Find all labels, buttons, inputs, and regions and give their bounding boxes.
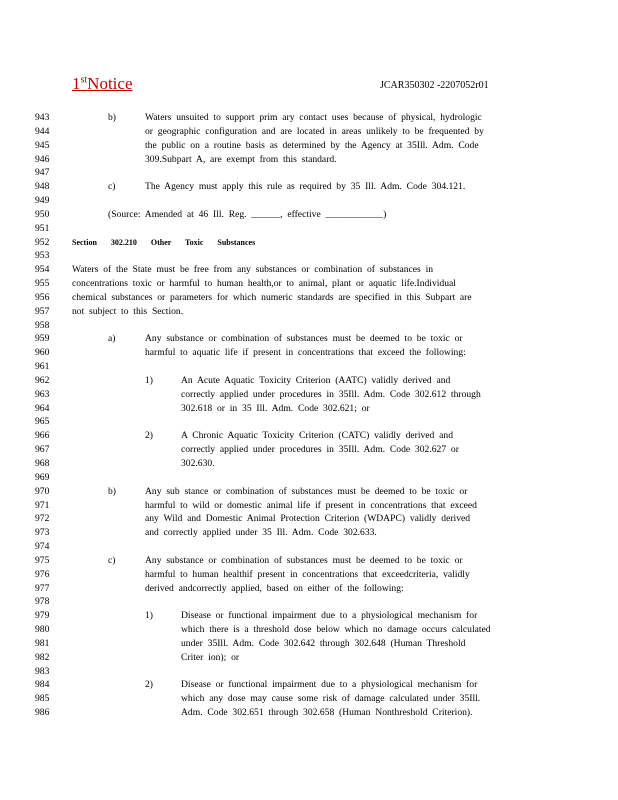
line-number: 957	[35, 305, 50, 317]
text-line: which any dose may cause some risk of damage calculated under 35Ill.	[181, 693, 481, 705]
line-number: 952	[35, 236, 50, 248]
text-line: Criter ion); or	[181, 651, 240, 663]
text-line: any Wild and Domestic Animal Protection Criterion (WDAPC) validly derived	[145, 513, 471, 525]
line-number: 964	[35, 402, 50, 414]
text-line: A Chronic Aquatic Toxicity Criterion (CATC) validly derived and	[181, 430, 454, 442]
text-line: correctly applied under procedures in 35Ill. Adm. Code 302.627 or	[181, 444, 459, 456]
line-number: 983	[35, 665, 50, 677]
line-number: 971	[35, 499, 50, 511]
line-number: 962	[35, 374, 50, 386]
line-number: 966	[35, 430, 50, 442]
text-line: 309.Subpart A, are exempt from this standard.	[145, 153, 337, 165]
text-line: 2)	[145, 430, 153, 442]
text-line: the public on a routine basis as determined by the Agency at 35Ill. Adm. Code	[145, 139, 479, 151]
line-number: 947	[35, 167, 50, 179]
line-number: 955	[35, 278, 50, 290]
line-number: 956	[35, 291, 50, 303]
text-line: Any substance or combination of substances must be deemed to be toxic or	[145, 333, 463, 345]
line-number: 977	[35, 582, 50, 594]
line-number: 960	[35, 347, 50, 359]
line-number: 951	[35, 222, 50, 234]
text-line: b)	[108, 485, 116, 497]
line-number: 978	[35, 596, 50, 608]
line-number: 958	[35, 319, 50, 331]
text-line: Disease or functional impairment due to a physiological mechanism for	[181, 610, 478, 622]
text-line: Waters unsuited to support prim ary contact uses because of physical, hydrologic	[145, 112, 482, 123]
line-number: 969	[35, 471, 50, 483]
line-number: 985	[35, 693, 50, 705]
text-line: correctly applied under procedures in 35Ill. Adm. Code 302.612 through	[181, 388, 481, 400]
line-number: 976	[35, 568, 50, 580]
line-number: 946	[35, 153, 50, 165]
text-line: 1)	[145, 610, 153, 622]
text-line: and correctly applied under 35 Ill. Adm. Code 302.633.	[145, 527, 377, 539]
line-number: 944	[35, 125, 50, 137]
line-number: 970	[35, 485, 50, 497]
text-line: harmful to human healthif present in concentrations that exceedcriteria, validly	[145, 568, 470, 580]
line-number: 975	[35, 554, 50, 566]
line-number: 943	[35, 112, 50, 123]
text-line: not subject to this Section.	[72, 305, 184, 317]
text-line: under 35Ill. Adm. Code 302.642 through 302.648 (Human Threshold	[181, 637, 466, 649]
line-number: 986	[35, 707, 50, 719]
text-line: Waters of the State must be free from any substances or combination of substances in	[72, 264, 434, 276]
line-number: 973	[35, 527, 50, 539]
text-line: c)	[108, 181, 116, 193]
text-line: harmful to wild or domestic animal life if present in concentrations that exceed	[145, 499, 477, 511]
line-number: 959	[35, 333, 50, 345]
line-number: 965	[35, 416, 50, 428]
line-number: 968	[35, 458, 50, 469]
line-number: 967	[35, 444, 50, 456]
text-line: b)	[108, 112, 116, 123]
text-line: concentrations toxic or harmful to human health,or to animal, plant or aquatic life.Individual	[72, 278, 456, 290]
text-line: 302.618 or in 35 Ill. Adm. Code 302.621; or	[181, 402, 370, 414]
text-line: 302.630.	[181, 458, 215, 469]
section-heading: Section 302.210 Other Toxic Substances	[72, 237, 256, 247]
text-line: c)	[108, 554, 116, 566]
line-number: 974	[35, 541, 50, 553]
text-line: Any sub stance or combination of substances must be deemed to be toxic or	[145, 485, 468, 497]
line-number: 948	[35, 181, 50, 193]
line-number: 981	[35, 637, 50, 649]
line-number: 982	[35, 651, 50, 663]
text-line: An Acute Aquatic Toxicity Criterion (AATC) validly derived and	[181, 374, 451, 386]
text-line: or geographic configuration and are located in areas unlikely to be frequented by	[145, 125, 484, 137]
text-line: chemical substances or parameters for which numeric standards are specified in this Subpart are	[72, 291, 472, 303]
text-line: Disease or functional impairment due to a physiological mechanism for	[181, 679, 478, 691]
line-number: 980	[35, 624, 50, 636]
text-line: Any substance or combination of substances must be deemed to be toxic or	[145, 554, 463, 566]
text-line: Adm. Code 302.651 through 302.658 (Human Nonthreshold Criterion).	[181, 707, 473, 719]
line-number: 953	[35, 250, 50, 262]
line-number: 979	[35, 610, 50, 622]
line-number: 949	[35, 195, 50, 207]
notice-title: 1stNotice	[72, 74, 133, 93]
text-line: which there is a threshold dose below which no damage occurs calculated	[181, 624, 491, 636]
text-line: 2)	[145, 679, 153, 691]
line-number: 945	[35, 139, 50, 151]
line-number: 961	[35, 361, 50, 373]
document-id: JCAR350302 -2207052r01	[380, 80, 489, 91]
text-line: derived andcorrectly applied, based on either of the following:	[145, 582, 404, 594]
text-line: (Source: Amended at 46 Ill. Reg. ______, effective ____________)	[108, 208, 387, 220]
line-number: 984	[35, 679, 50, 691]
line-number: 972	[35, 513, 50, 525]
text-line: a)	[108, 333, 116, 345]
line-number: 954	[35, 264, 50, 276]
text-line: 1)	[145, 374, 153, 386]
text-line: harmful to aquatic life if present in concentrations that exceed the following:	[145, 347, 466, 359]
line-number: 963	[35, 388, 50, 400]
line-number: 950	[35, 208, 50, 220]
text-line: The Agency must apply this rule as required by 35 Ill. Adm. Code 304.121.	[145, 181, 466, 193]
